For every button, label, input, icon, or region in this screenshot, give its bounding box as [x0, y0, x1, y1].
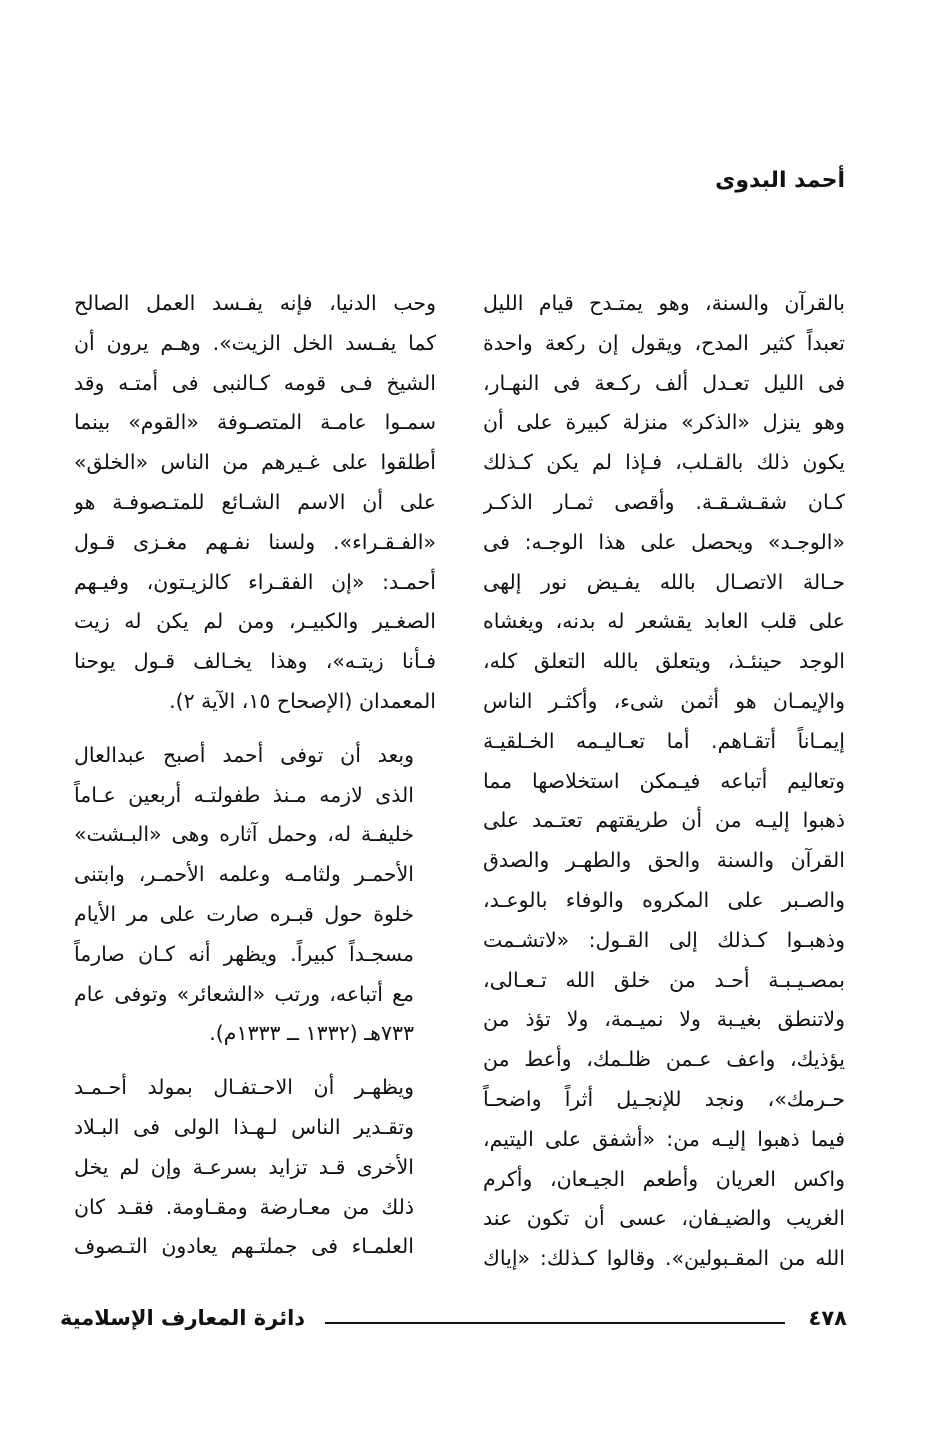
text-line: سمـوا عامـة المتصـوفة «القوم» بينما: [74, 410, 436, 435]
text-line: «الوجـد» ويحصل على هذا الوجـه: فى: [483, 529, 845, 554]
text-line: بالقرآن والسنة، وهو يمتـدح قيام الليل: [483, 291, 845, 315]
paragraph: [74, 1068, 436, 1267]
text-line: ويظهـر أن الاحـتفـال بمولد أحـمـد: [74, 1075, 414, 1100]
text-line: القرآن والسنة والحق والطهـر والصدق: [483, 848, 845, 873]
text-line: حـالة الاتصـال بالله يفـيض نور إلهى: [483, 569, 845, 594]
text-line: كـان شقـشـقـة. وأقصى ثمـار الذكـر: [483, 489, 845, 514]
paragraph: [74, 736, 436, 1054]
left-column: [74, 284, 436, 1267]
text-line: إيمـاناً أتقـاهم. أما تعـاليـمه الخـلقيـة: [483, 728, 845, 753]
text-line: يؤذيك، واعف عـمن ظلـمك، وأعط من: [483, 1047, 845, 1072]
text-line: العلمـاء فى جملتـهم يعادون التـصوف: [74, 1234, 414, 1259]
running-header: أحمد البدوى: [715, 168, 845, 193]
text-line: ذلك من معـارضة ومقـاومة. فقـد كان: [74, 1194, 414, 1219]
text-line: كما يفـسد الخل الزيت». وهـم يرون أن: [74, 330, 436, 355]
text-line: وهو ينزل «الذكر» منزلة كبيرة على أن: [483, 410, 845, 435]
text-line: الأحمـر ولثامـه وعلمه الأحمـر، وابتنى: [74, 862, 414, 887]
text-line: مسجـداً كبيراً. ويظهر أنه كـان صارماً: [74, 941, 414, 966]
text-line: «الفـقـراء». ولسنا نفـهم مغـزى قـول: [74, 529, 436, 554]
text-line: الغريب والضيـفان، عسى أن تكون عند: [483, 1206, 845, 1231]
text-line: وبعد أن توفى أحمد أصبح عبدالعال: [74, 742, 414, 767]
right-column: [483, 284, 845, 1279]
text-line: فيما ذهبوا إليـه من: «أشفق على اليتيم،: [483, 1126, 845, 1151]
page-number: ٤٧٨: [808, 1306, 847, 1330]
text-line: الوجد حينئـذ، ويتعلق بالله التعلق كله،: [483, 649, 845, 674]
text-line: الذى لازمه مـنذ طفولتـه أربعين عـاماً: [74, 782, 414, 807]
text-line: الشيخ فـى قومه كـالنبى فى أمتـه وقد: [74, 370, 436, 395]
text-line: أطلقوا على غـيرهم من الناس «الخلق»: [74, 450, 436, 475]
text-line: على أن الاسم الشـائع للمتـصوفـة هو: [74, 489, 436, 514]
text-line: تعبداً كثير المدح، ويقول إن ركعة واحدة: [483, 330, 845, 355]
text-line: الأخرى قـد تزايد بسرعـة وإن لم يخل: [74, 1154, 414, 1179]
text-line: بمصـيـبـة أحـد من خلق الله تـعـالى،: [483, 967, 845, 992]
text-line: ولاتنطق بغيـبة ولا نميـمة، ولا تؤذ من: [483, 1007, 845, 1032]
text-line: وذهبـوا كـذلك إلى القـول: «لاتشـمت: [483, 927, 845, 952]
text-line: واكس العريان وأطعم الجيـعان، وأكرم: [483, 1166, 845, 1191]
text-line: فى الليل تعـدل ألف ركـعة فى النهـار،: [483, 370, 845, 395]
text-line: ٧٣٣هـ (١٣٣٢ ــ ١٣٣٣م).: [209, 1021, 414, 1046]
text-line: يكون ذلك بالقـلب، فـإذا لم يكن كـذلك: [483, 450, 845, 475]
text-line: والصـبر على المكروه والوفاء بالوعـد،: [483, 887, 845, 912]
text-line: على قلب العابد يقشعر له بدنه، ويغشاه: [483, 609, 845, 634]
publication-title: دائرة المعارف الإسلامية: [60, 1306, 306, 1330]
text-line: أحمـد: «إن الفقـراء كالزيـتون، وفيـهم: [74, 569, 436, 594]
text-line: الصغـير والكبيـر، ومن لم يكن له زيت: [74, 609, 436, 634]
paragraph: [483, 284, 845, 1279]
text-line: مع أتباعه، ورتب «الشعائر» وتوفى عام: [74, 981, 414, 1006]
text-line: وتعاليم أتباعه فيـمكن استخلاصها مما: [483, 768, 845, 793]
text-line: ذهبوا إليـه من أن طريقتهم تعتـمد على: [483, 808, 845, 833]
text-line: المعمدان (الإصحاح ١٥، الآية ٢).: [169, 688, 436, 713]
text-line: الله من المقـبولين». وقالوا كـذلك: «إياك: [483, 1246, 845, 1271]
footer-rule: [325, 1322, 785, 1324]
paragraph: [74, 284, 436, 722]
text-line: فـأنا زيتـه»، وهذا يخـالف قـول يوحنا: [74, 649, 436, 674]
text-line: والإيمـان هو أثمن شىء، وأكثـر الناس: [483, 688, 845, 713]
text-line: وحب الدنيا، فإنه يفـسد العمل الصالح: [74, 291, 436, 315]
text-line: خليفـة له، وحمل آثاره وهى «البـشت»: [74, 822, 414, 847]
text-line: خلوة حول قبـره صارت على مر الأيام: [74, 901, 414, 926]
text-line: وتقـدير الناس لـهـذا الولى فى البـلاد: [74, 1114, 414, 1139]
text-line: حـرمك»، ونجد للإنجـيل أثراً واضحـاً: [483, 1086, 845, 1111]
page-footer: [60, 1302, 847, 1342]
